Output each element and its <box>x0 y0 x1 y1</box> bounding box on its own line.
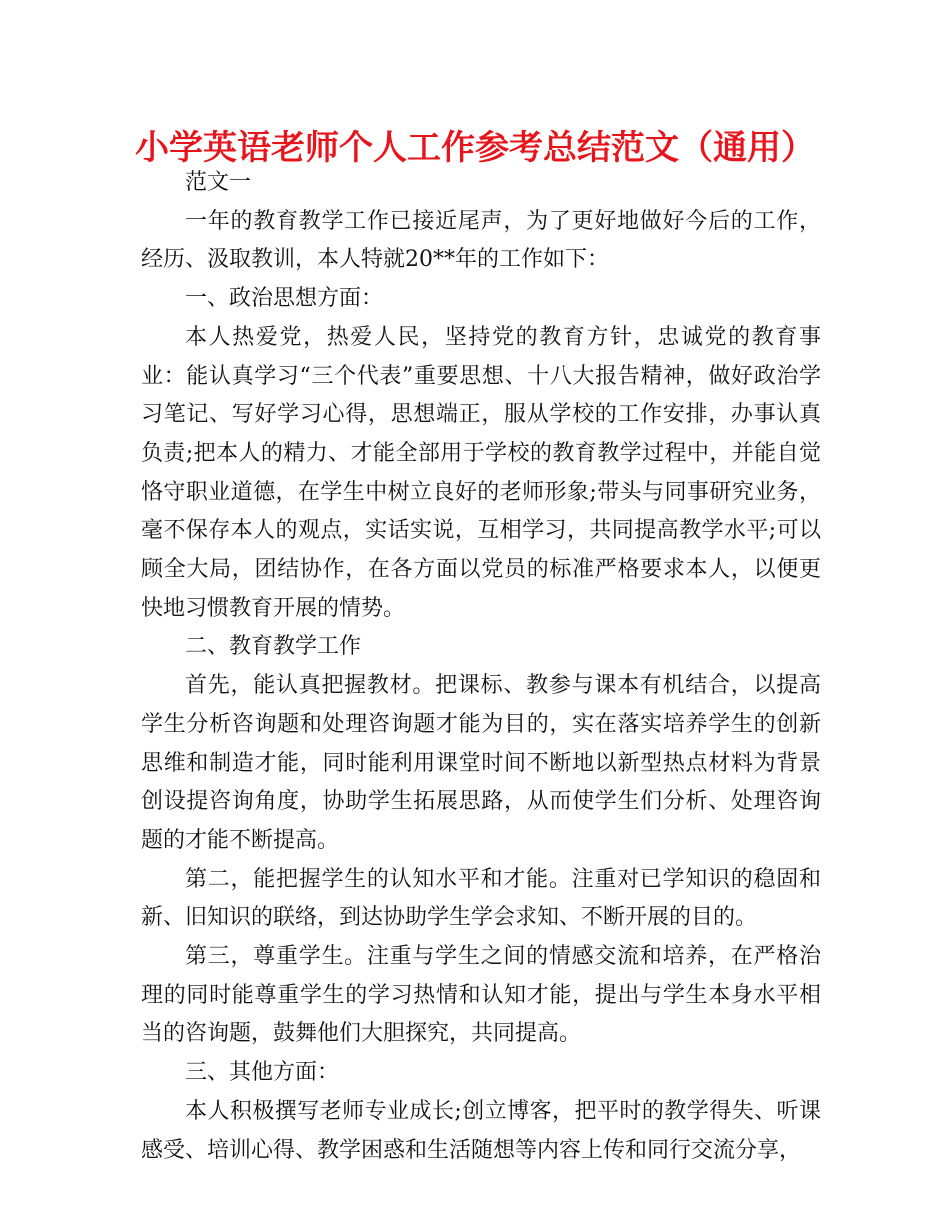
paragraph-political: 本人热爱党，热爱人民，坚持党的教育方针，忠诚党的教育事业：能认真学习“三个代表”重要思想、十八大报告精神，做好政治学习笔记、写好学习心得，思想端正，服从学校的工作安排，办事认真负责;把本人的精力、才能全部用于学校的教育教学过程中，并能自觉恪守职业道德，在学生中树立良好的老师形象;带头与同事研究业务，毫不保存本人的观点，实话实说，互相学习，共同提高教学水平;可以顾全大局，团结协作，在各方面以党员的标准严格要求本人，以便更快地习惯教育开展的情势。 <box>141 324 821 621</box>
paragraph-teaching-second: 第二，能把握学生的认知水平和才能。注重对已学知识的稳固和新、旧知识的联络，到达协助学生学会求知、不断开展的目的。 <box>141 866 821 931</box>
paragraph-other: 本人积极撰写老师专业成长;创立博客，把平时的教学得失、听课感受、培训心得、教学困惑和生活随想等内容上传和同行交流分享， <box>141 1098 821 1163</box>
paragraph-teaching-first: 首先，能认真把握教材。把课标、教参与课本有机结合，以提高学生分析咨询题和处理咨询题才能为目的，实在落实培养学生的创新思维和制造才能，同时能利用课堂时间不断地以新型热点材料为背景创设提咨询角度，协助学生拓展思路，从而使学生们分析、处理咨询题的才能不断提高。 <box>141 673 821 853</box>
paragraph-sample-label: 范文一 <box>185 170 252 195</box>
document-title: 小学英语老师个人工作参考总结范文（通用） <box>135 128 815 168</box>
paragraph-teaching-third: 第三，尊重学生。注重与学生之间的情感交流和培养，在严格治理的同时能尊重学生的学习热情和认知才能，提出与学生本身水平相当的咨询题，鼓舞他们大胆探究，共同提高。 <box>141 944 821 1047</box>
section-heading-political: 一、政治思想方面： <box>185 286 384 312</box>
section-heading-teaching: 二、教育教学工作 <box>185 634 362 660</box>
paragraph-intro: 一年的教育教学工作已接近尾声，为了更好地做好今后的工作，经历、汲取教训，本人特就20**年的工作如下： <box>141 208 821 273</box>
document-body <box>141 164 821 1170</box>
section-heading-other: 三、其他方面： <box>185 1060 340 1086</box>
